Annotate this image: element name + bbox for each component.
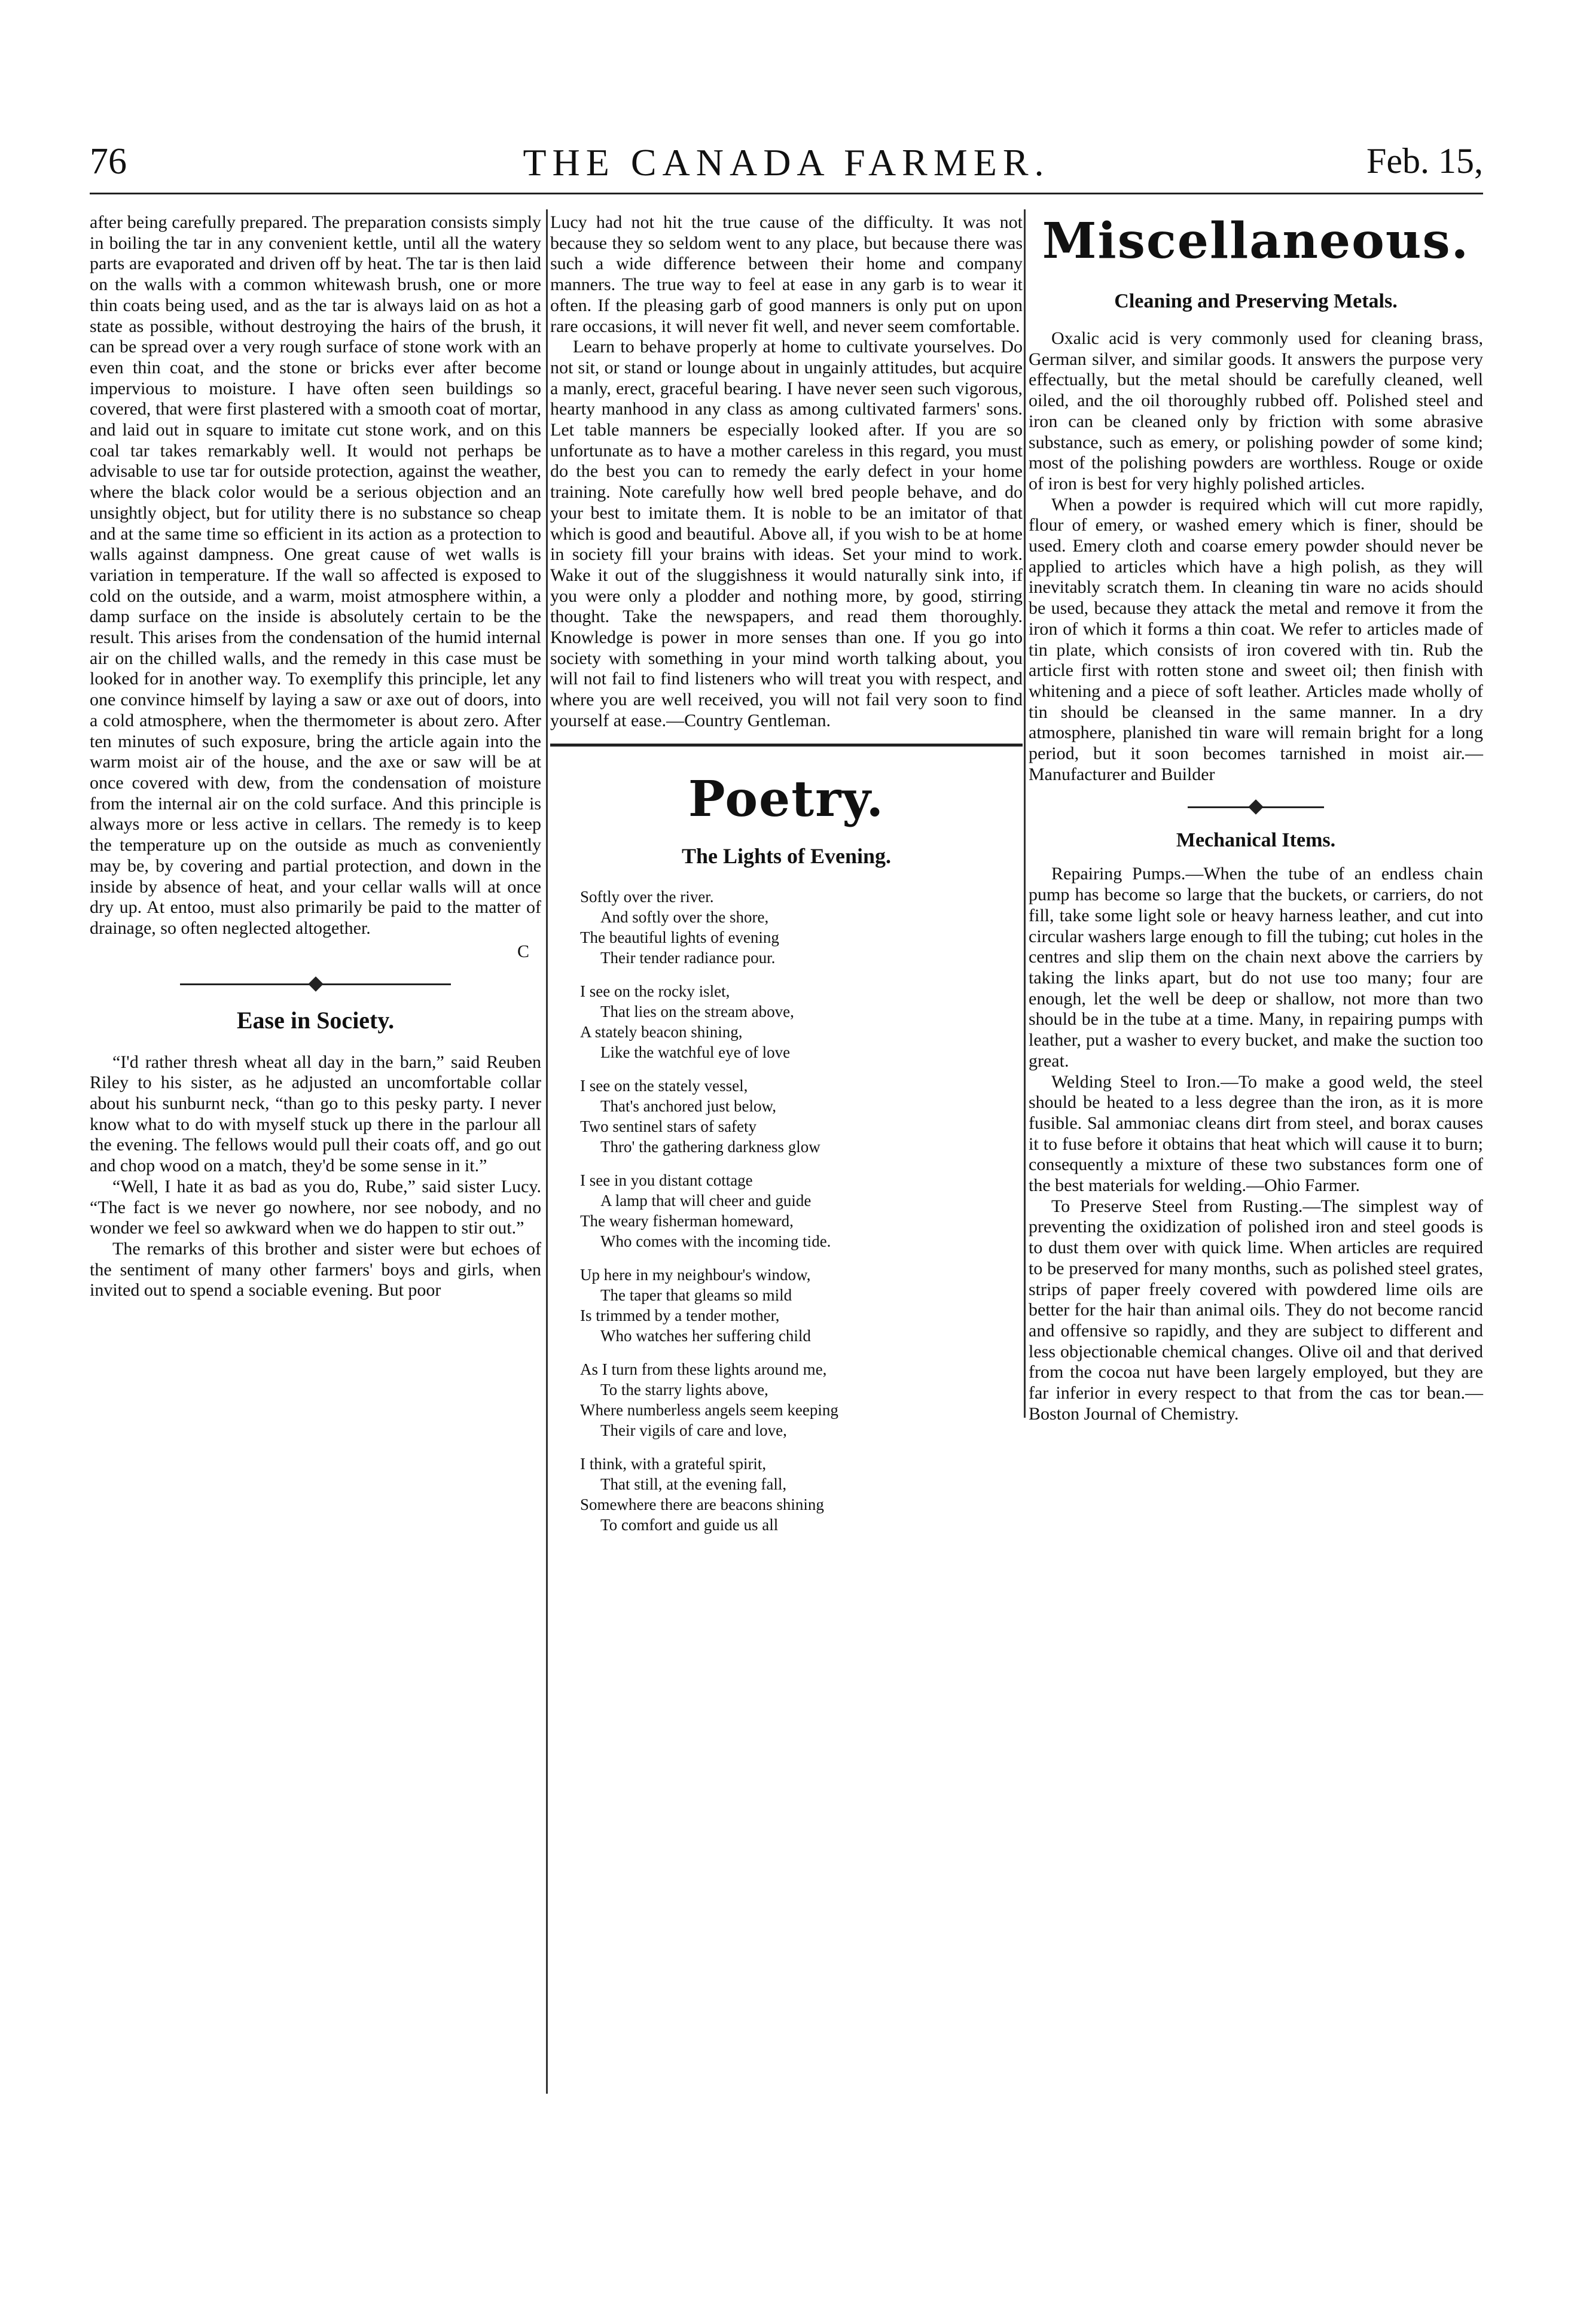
issue-date: Feb. 15,	[1366, 141, 1483, 181]
section-separator	[1188, 800, 1324, 814]
poem-stanza	[580, 1454, 1023, 1535]
article-paragraph: Welding Steel to Iron.—To make a good weld, the steel should be heated to a less degree than the iron, as it is more fusible. Sal ammoniac cleans dirt from steel, and borax causes it to fuse before it obtains that heat which will cause it to burn; consequently a mixture of these two substances form one of the best materials for welding.—Ohio Farmer.	[1029, 1071, 1483, 1196]
poem-line: Where numberless angels seem keeping	[580, 1400, 838, 1419]
column-1	[90, 212, 541, 1301]
article-paragraph: Oxalic acid is very commonly used for cleaning brass, German silver, and similar goods. It answers the purpose very effectually, but the metal should be carefully cleaned, well oiled, and the oil thoroughly rubbed off. Polished steel and iron can be cleaned only by friction with some abrasive substance, such as emery, or polishing powder of some kind; most of the polishing powders are worthless. Rouge or oxide of iron is best for very highly polished articles.	[1029, 328, 1483, 494]
poem-line: Somewhere there are beacons shining	[580, 1495, 824, 1513]
article-paragraph: “Well, I hate it as bad as you do, Rube,” said sister Lucy. “The fact is we never go nowhere, nor see nobody, and no wonder we feel so awkward when we do happen to stir out.”	[90, 1176, 541, 1238]
article-paragraph: “I'd rather thresh wheat all day in the barn,” said Reuben Riley to his sister, as he adjusted an uncomfortable collar about his sunburnt neck, “than go to this pesky party. I never know what to do with myself stuck up there in the parlour all the evening. The fellows would pull their coats off, and go out and chop wood on a match, they'd be some sense in it.”	[90, 1052, 541, 1176]
poem-stanza	[580, 1359, 1023, 1440]
poem	[580, 887, 1023, 1535]
poem-line: I see in you distant cottage	[580, 1171, 753, 1189]
poem-line: Up here in my neighbour's window,	[580, 1265, 811, 1284]
poem-title: The Lights of Evening.	[681, 843, 892, 868]
poem-line: Their tender radiance pour.	[600, 948, 776, 967]
column-2	[550, 212, 1023, 1548]
article-signature: C	[517, 941, 529, 961]
poem-line: Like the watchful eye of love	[600, 1043, 791, 1061]
article-paragraph: The remarks of this brother and sister were but echoes of the sentiment of many other farmers' boys and girls, when invited out to spend a sociable evening. But poor	[90, 1238, 541, 1300]
poem-line: A lamp that will cheer and guide	[600, 1191, 812, 1210]
column-divider	[1024, 209, 1026, 1418]
poem-line: Two sentinel stars of safety	[580, 1117, 757, 1135]
poem-stanza	[580, 1170, 1023, 1251]
article-title: Ease in Society.	[236, 1006, 395, 1034]
poem-line: I see on the rocky islet,	[580, 982, 730, 1000]
poem-line: And softly over the shore,	[600, 907, 769, 926]
article-paragraph: Repairing Pumps.—When the tube of an endless chain pump has become so large that the buckets, or carriers, do not fill, take some light sole or heavy harness leather, and cut into circular washers large enough to fill the tubing; cut holes in the centres and slip them on the chain next above the carriers by taking the links apart, but do not use too many; four are enough, let the well be deep or shallow, not more than two should be in the tube at a time. Many, in repairing pumps with leather, put a washer to every bucket, and make the suction too great.	[1029, 864, 1483, 1071]
poem-line: Their vigils of care and love,	[600, 1421, 787, 1439]
poem-stanza	[580, 981, 1023, 1062]
article-title: Mechanical Items.	[1176, 829, 1336, 852]
article-paragraph: Lucy had not hit the true cause of the difficulty. It was not because they so seldom went to any place, but because there was such a wide difference between their home and company manners. The true way to feel at ease in any garb is to wear it often. If the pleasing garb of good manners is only put on upon rare occasions, it will never fit well, and never seem comfortable.	[550, 212, 1023, 336]
poem-line: To comfort and guide us all	[600, 1515, 779, 1534]
article-title: Cleaning and Preserving Metals.	[1114, 290, 1398, 312]
poetry-heading: Poetry.	[688, 770, 885, 828]
poem-line: Who watches her suffering child	[600, 1326, 811, 1345]
poem-line: That lies on the stream above,	[600, 1002, 794, 1021]
poem-line: Softly over the river.	[580, 887, 714, 906]
article-paragraph: after being carefully prepared. The preparation consists simply in boiling the tar in any convenient kettle, until all the watery parts are evaporated and driven off by heat. The tar is then laid on the walls with a common whitewash brush, one or more thin coats being used, and as the tar is always laid on as hot a state as possible, without destroying the hairs of the brush, it can be spread over a very rough surface of stone work with an even thin coat, and the stone or bricks ever after become impervious to moisture. I have often seen buildings so covered, that were first plastered with a smooth coat of mortar, and laid out in square to imitate cut stone work, and on this coal tar takes remarkably well. It would not perhaps be advisable to use tar for outside protection, against the weather, where the black color would be a serious objection and an unsightly object, but for utility there is no substance so cheap and at the same time so efficient in its action as a protection to walls against dampness. One great cause of wet walls is variation in temperature. If the wall so affected is exposed to cold on the outside, and a warm, moist atmosphere within, a damp surface on the inside is absolutely certain to be the result. This arises from the condensation of the humid internal air on the chilled walls, and the remedy in this case must be looked for in another way. To exemplify this principle, let any one convince himself by laying a saw or axe out of doors, into a cold atmosphere, when the thermometer is about zero. After ten minutes of such exposure, bring the article again into the warm moist air of the house, and the axe or saw will be at once covered with dew, from the condensation of moisture from the internal air on the cold surface. And this principle is always more or less active in cellars. The remedy is to keep the temperature up on the outside as much as conveniently may be, by covering and partial protection, and down in the inside by absence of heat, and your cellar walls will at once dry up. At entoo, must also primarily be paid to the matter of drainage, so often neglected altogether.	[90, 212, 541, 938]
poem-line: To the starry lights above,	[600, 1380, 768, 1399]
header-rule	[90, 193, 1483, 194]
page-number: 76	[90, 141, 127, 182]
poem-line: As I turn from these lights around me,	[580, 1360, 827, 1378]
section-separator	[180, 977, 451, 991]
article-paragraph: To Preserve Steel from Rusting.—The simplest way of preventing the oxidization of polished iron and steel goods is to dust them over with quick lime. When articles are required to be preserved for many months, such as polished steel grates, strips of paper freely covered with powdered lime oils are better for the hair than animal oils. They do not become rancid and offensive so rapidly, and they are subject to different and less objectionable chemical changes. Olive oil and that derived from the cocoa nut have been largely employed, but they are far inferior in every respect to that from the cas tor bean.—Boston Journal of Chemistry.	[1029, 1196, 1483, 1424]
poem-line: Thro' the gathering darkness glow	[600, 1137, 820, 1156]
poem-stanza	[580, 887, 1023, 968]
poem-line: I see on the stately vessel,	[580, 1076, 748, 1095]
poem-line: I think, with a grateful spirit,	[580, 1454, 767, 1473]
article-paragraph: When a powder is required which will cut more rapidly, flour of emery, or washed emery which is finer, should be used. Emery cloth and coarse emery powder should never be applied to articles which have a high polish, as they will inevitably scratch them. In cleaning tin ware no acids should be used, because they attack the metal and remove it from the iron of which it forms a thin coat. We refer to articles made of tin plate, which consists of iron covered with tin. Rub the article first with rotten stone and sweet oil; then finish with whitening and a piece of soft leather. Articles made wholly of tin should be cleansed in the same manner. In a dry atmosphere, planished tin ware will remain bright for a long period, but it soon becomes tarnished in moist air.—Manufacturer and Builder	[1029, 494, 1483, 784]
masthead-title: THE CANADA FARMER.	[523, 141, 1050, 184]
poem-line: That still, at the evening fall,	[600, 1475, 787, 1493]
running-head	[90, 141, 1483, 206]
article-paragraph: Learn to behave properly at home to cultivate yourselves. Do not sit, or stand or lounge about in ungainly attitudes, but acquire a manly, erect, graceful bearing. I have never seen such vigorous, hearty manhood in any class as among cultivated farmers' sons. Let table manners be especially looked after. If you are so unfortunate as to have a mother careless in this regard, you must do the best you can to remedy the early defect in your home training. Note carefully how well bred people behave, and do your best to imitate them. It is noble to be an imitator of that which is good and beautiful. Above all, if you wish to be at home in society fill your brains with ideas. Set your mind to work. Wake it out of the sluggishness it would naturally sink into, if you were only a plodder and nothing more, by good, stirring thought. Take the newspapers, and read them thoroughly. Knowledge is power in more senses than one. If you go into society with something in your mind worth talking about, you will not fail to find listeners who will treat you with respect, and where you are well received, you will not fail very soon to find yourself at ease.—Country Gentleman.	[550, 337, 1023, 730]
poem-line: That's anchored just below,	[600, 1096, 777, 1115]
column-3	[1029, 212, 1483, 1424]
poem-stanza	[580, 1076, 1023, 1157]
column-divider	[546, 209, 548, 2094]
poem-line: A stately beacon shining,	[580, 1022, 743, 1041]
poem-line: The weary fisherman homeward,	[580, 1211, 794, 1230]
section-heading: Miscellaneous.	[1042, 212, 1470, 270]
poem-line: The taper that gleams so mild	[600, 1286, 792, 1304]
poem-line: The beautiful lights of evening	[580, 928, 779, 946]
poem-stanza	[580, 1265, 1023, 1346]
poem-line: Who comes with the incoming tide.	[600, 1232, 831, 1250]
poem-line: Is trimmed by a tender mother,	[580, 1306, 780, 1324]
